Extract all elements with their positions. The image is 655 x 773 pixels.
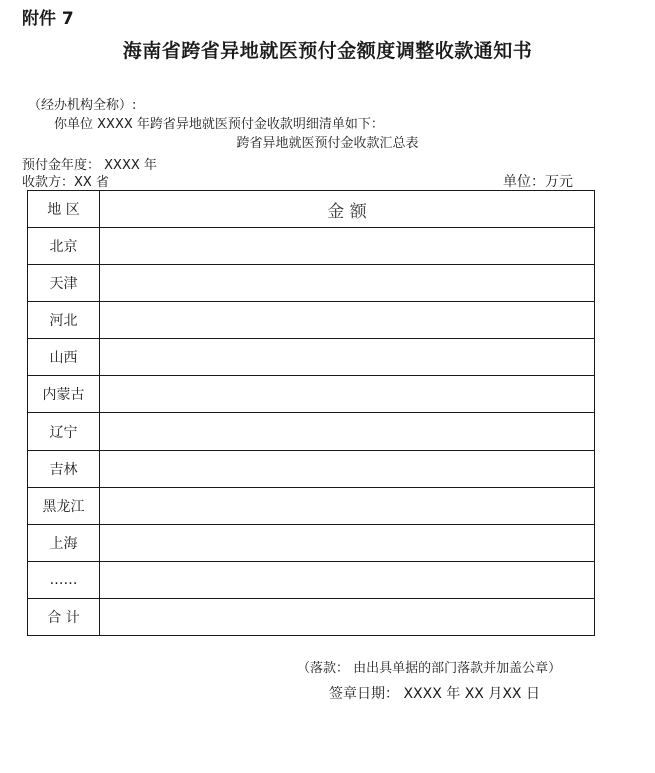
amount-cell[interactable] bbox=[100, 598, 595, 635]
sign-date: 签章日期： XXXX 年 XX 月XX 日 bbox=[329, 686, 540, 702]
region-cell: 辽宁 bbox=[28, 413, 100, 450]
region-cell: 河北 bbox=[28, 302, 100, 339]
payee-line: 收款方：XX 省 bbox=[22, 175, 109, 190]
table-row bbox=[28, 450, 595, 487]
table-row bbox=[28, 228, 595, 265]
region-cell: 北京 bbox=[28, 228, 100, 265]
table-row bbox=[28, 376, 595, 413]
attachment-label: 附件 7 bbox=[22, 9, 74, 29]
document-title: 海南省跨省异地就医预付金额度调整收款通知书 bbox=[122, 40, 533, 62]
summary-table bbox=[27, 190, 595, 636]
table-row bbox=[28, 487, 595, 524]
amount-cell[interactable] bbox=[100, 487, 595, 524]
region-cell: 上海 bbox=[28, 524, 100, 561]
amount-cell[interactable] bbox=[100, 228, 595, 265]
region-cell: 黑龙江 bbox=[28, 487, 100, 524]
prepayment-year: 预付金年度： XXXX 年 bbox=[22, 158, 157, 173]
agency-name-line: （经办机构全称）: bbox=[28, 98, 137, 113]
table-row bbox=[28, 302, 595, 339]
intro-text: 你单位 XXXX 年跨省异地就医预付金收款明细清单如下： bbox=[54, 117, 384, 132]
table-header-row bbox=[28, 191, 595, 228]
region-cell: 合 计 bbox=[28, 598, 100, 635]
table-row bbox=[28, 339, 595, 376]
amount-column-header: 金 额 bbox=[100, 191, 595, 228]
amount-cell[interactable] bbox=[100, 376, 595, 413]
amount-cell[interactable] bbox=[100, 339, 595, 376]
stamp-note: （落款： 由出具单据的部门落款并加盖公章） bbox=[297, 661, 562, 676]
region-cell: 天津 bbox=[28, 265, 100, 302]
table-row bbox=[28, 413, 595, 450]
summary-table-title: 跨省异地就医预付金收款汇总表 bbox=[236, 136, 419, 151]
amount-cell[interactable] bbox=[100, 524, 595, 561]
region-cell: 山西 bbox=[28, 339, 100, 376]
region-cell: 内蒙古 bbox=[28, 376, 100, 413]
amount-cell[interactable] bbox=[100, 265, 595, 302]
amount-cell[interactable] bbox=[100, 302, 595, 339]
table-row bbox=[28, 524, 595, 561]
table-row bbox=[28, 598, 595, 635]
region-cell: …… bbox=[28, 561, 100, 598]
table-row bbox=[28, 265, 595, 302]
unit-label: 单位：万元 bbox=[503, 174, 573, 190]
amount-cell[interactable] bbox=[100, 450, 595, 487]
region-cell: 吉林 bbox=[28, 450, 100, 487]
region-column-header: 地 区 bbox=[28, 191, 100, 228]
amount-cell[interactable] bbox=[100, 561, 595, 598]
table-row bbox=[28, 561, 595, 598]
amount-cell[interactable] bbox=[100, 413, 595, 450]
